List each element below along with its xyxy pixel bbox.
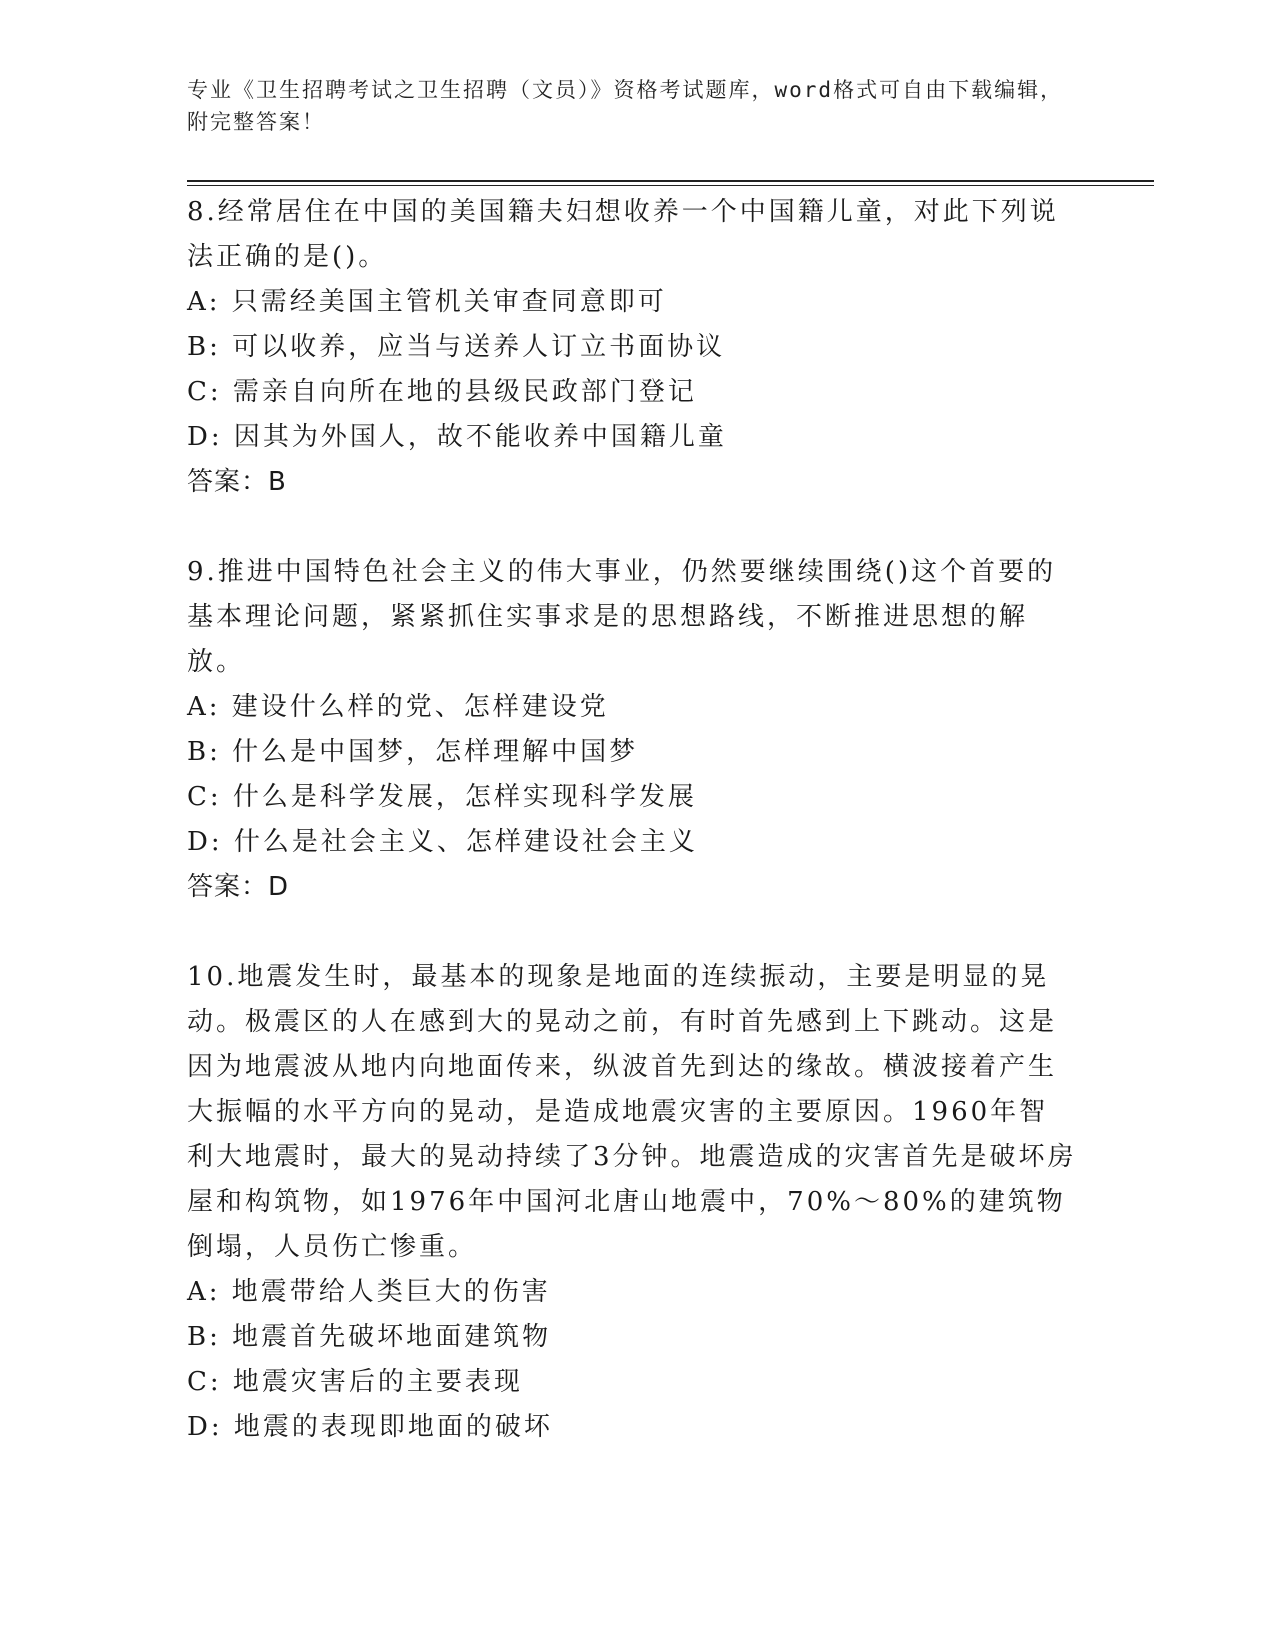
question-8 [187, 190, 1077, 505]
option-d: D: 因其为外国人，故不能收养中国籍儿童 [187, 422, 727, 452]
option-a: A: 建设什么样的党、怎样建设党 [187, 692, 609, 722]
question-stem: 9.推进中国特色社会主义的伟大事业，仍然要继续围绕()这个首要的基本理论问题，紧紧抓住实事求是的思想路线，不断推进思想的解放。 [187, 557, 1057, 677]
answer-text: 答案：D [187, 872, 290, 902]
option-b: B: 可以收养，应当与送养人订立书面协议 [187, 332, 726, 362]
header-divider-thin [187, 185, 1154, 186]
option-d: D: 地震的表现即地面的破坏 [187, 1412, 553, 1442]
question-9 [187, 550, 1077, 910]
option-c: C: 地震灾害后的主要表现 [187, 1367, 523, 1397]
header-divider [187, 180, 1154, 182]
option-a: A: 只需经美国主管机关审查同意即可 [187, 287, 667, 317]
option-d: D: 什么是社会主义、怎样建设社会主义 [187, 827, 698, 857]
question-stem: 8.经常居住在中国的美国籍夫妇想收养一个中国籍儿童，对此下列说法正确的是()。 [187, 197, 1059, 272]
question-list [187, 190, 1077, 1450]
question-spacer [187, 910, 1077, 955]
option-c: C: 什么是科学发展，怎样实现科学发展 [187, 782, 697, 812]
option-b: B: 什么是中国梦，怎样理解中国梦 [187, 737, 639, 767]
question-10 [187, 955, 1077, 1450]
option-a: A: 地震带给人类巨大的伤害 [187, 1277, 551, 1307]
option-c: C: 需亲自向所在地的县级民政部门登记 [187, 377, 697, 407]
question-spacer [187, 505, 1077, 550]
answer-text: 答案：B [187, 467, 287, 497]
option-b: B: 地震首先破坏地面建筑物 [187, 1322, 552, 1352]
document-header: 专业《卫生招聘考试之卫生招聘（文员）》资格考试题库，word格式可自由下载编辑，附完整答案！ [187, 78, 1064, 134]
question-stem: 10.地震发生时，最基本的现象是地面的连续振动，主要是明显的晃动。极震区的人在感到大的晃动之前，有时首先感到上下跳动。这是因为地震波从地内向地面传来，纵波首先到达的缘故。横波接着产生大振幅的水平方向的晃动，是造成地震灾害的主要原因。1960年智利大地震时，最大的晃动持续了3分钟。地震造成的灾害首先是破坏房屋和构筑物，如1976年中国河北唐山地震中，70%～80%的建筑物倒塌，人员伤亡惨重。 [187, 962, 1077, 1262]
